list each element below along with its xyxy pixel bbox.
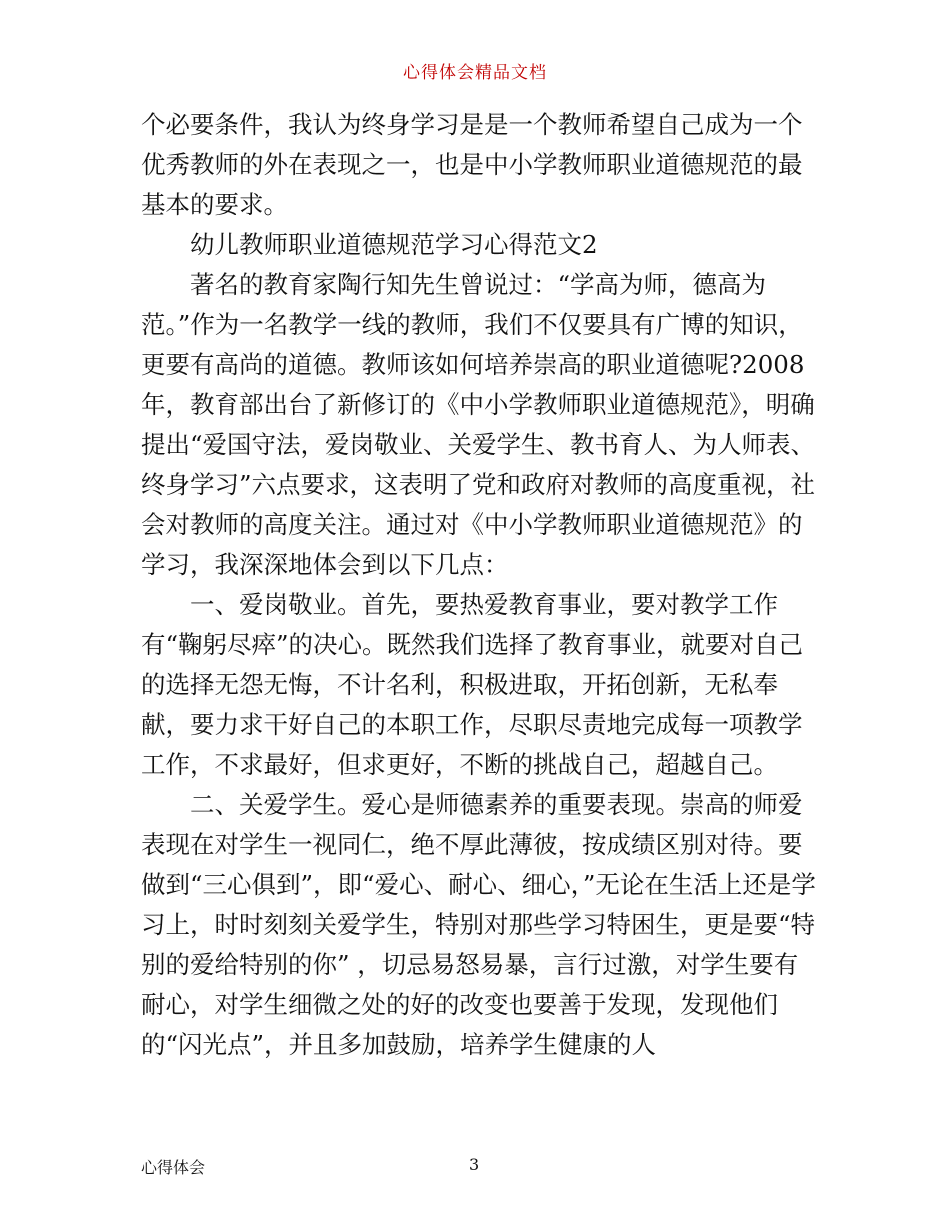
paragraph-continuation: 个必要条件，我认为终身学习是是一个教师希望自己成为一个优秀教师的外在表现之一，也是中小学教师职业道德规范的最基本的要求。: [141, 110, 803, 219]
footer-label: 心得体会: [141, 1158, 206, 1177]
paragraph-intro: 著名的教育家陶行知先生曾说过：“学高为师，德高为范。”作为一名教学一线的教师，我们不仅要具有广博的知识，更要有高尚的道德。教师该如何培养崇高的职业道德呢?2008年，教育部出台了新修订的《中小学教师职业道德规范》，明确提出“爱国守法，爱岗敬业、关爱学生、教书育人、为人师表、终身学习”六点要求，这表明了党和政府对教师的高度重视，社会对教师的高度关注。通过对《中小学教师职业道德规范》的学习，我深深地体会到以下几点：: [141, 270, 816, 579]
page-number: 3: [469, 1155, 480, 1174]
document-header-title: 心得体会精品文档: [403, 63, 547, 83]
document-body: [141, 105, 816, 1065]
paragraph-point-two: 二、关爱学生。爱心是师德素养的重要表现。崇高的师爱表现在对学生一视同仁，绝不厚此薄彼，按成绩区别对待。要做到“三心俱到”，即“爱心、耐心、细心，”无论在生活上还是学习上，时时刻刻关爱学生，特别对那些学习特困生，更是要“特别的爱给特别的你” ，切忌易怒易暴，言行过激，对学生要有耐心，对学生细微之处的好的改变也要善于发现，发现他们的“闪光点”，并且多加鼓励，培养学生健康的人: [141, 790, 816, 1059]
paragraph-point-one: 一、爱岗敬业。首先，要热爱教育事业，要对教学工作有“鞠躬尽瘁”的决心。既然我们选择了教育事业，就要对自己的选择无怨无悔，不计名利，积极进取，开拓创新，无私奉献，要力求干好自己的本职工作，尽职尽责地完成每一项教学工作，不求最好，但求更好，不断的挑战自己，超越自己。: [141, 590, 804, 779]
section-heading: 幼儿教师职业道德规范学习心得范文2: [190, 230, 598, 259]
